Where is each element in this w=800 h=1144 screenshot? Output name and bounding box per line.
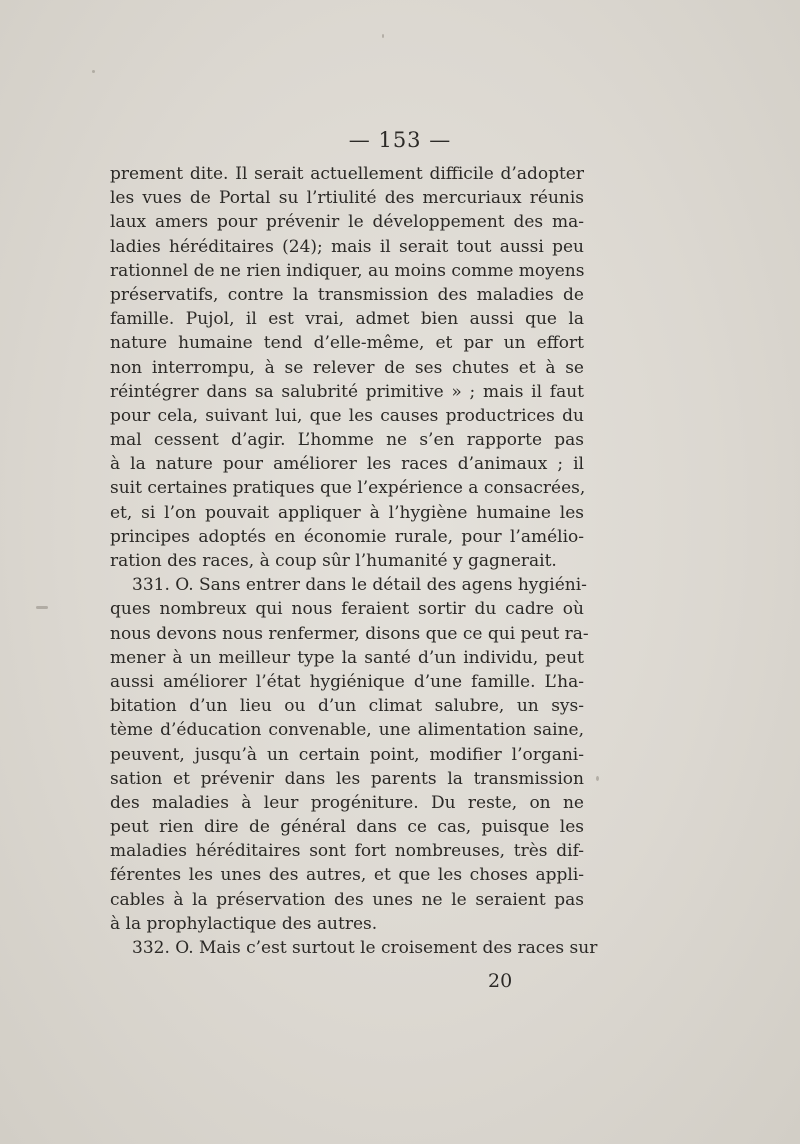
text-line: mal cessent d’agir. L’homme ne s’en rapporte pas (110, 430, 584, 451)
text-line: des maladies à leur progéniture. Du reste, on ne (110, 792, 584, 813)
text-line: bitation d’un lieu ou d’un climat salubre, un sys- (110, 696, 584, 717)
text-line: peuvent, jusqu’à un certain point, modifier l’organi- (110, 744, 584, 765)
text-line: à la prophylactique des autres. (110, 913, 378, 934)
text-line: et, si l’on pouvait appliquer à l’hygiène humaine les (110, 502, 584, 523)
signature-mark: 20 (488, 970, 513, 992)
text-line: maladies héréditaires sont fort nombreuses, très dif- (110, 841, 584, 862)
text-line: non interrompu, à se relever de ses chutes et à se (110, 357, 584, 378)
text-line: rationnel de ne rien indiquer, au moins comme moyens (110, 260, 585, 281)
text-line: laux amers pour prévenir le développement des ma- (110, 212, 584, 233)
text-line: prement dite. Il serait actuellement difficile d’adopter (110, 164, 584, 184)
body-text (110, 162, 598, 960)
paper-speck (36, 606, 48, 609)
text-line: cables à la préservation des unes ne le seraient pas (110, 889, 584, 910)
text-line: nous devons nous renfermer, disons que ce qui peut ra- (110, 623, 589, 644)
text-line: nature humaine tend d’elle-même, et par un effort (110, 333, 584, 354)
paper-speck (596, 776, 599, 781)
text-line: mener à un meilleur type la santé d’un individu, peut (110, 647, 584, 668)
text-line: peut rien dire de général dans ce cas, puisque les (110, 817, 584, 838)
text-line: ration des races, à coup sûr l’humanité y gagnerait. (110, 551, 557, 571)
text-line: suit certaines pratiques que l’expérience a consacrées, (110, 478, 586, 499)
text-line: à la nature pour améliorer les races d’animaux ; il (110, 454, 584, 475)
text-line: tème d’éducation convenable, une alimentation saine, (110, 720, 584, 741)
text-line: principes adoptés en économie rurale, pour l’amélio- (110, 526, 584, 547)
text-line: ques nombreux qui nous feraient sortir du cadre où (110, 599, 584, 620)
text-line: pour cela, suivant lui, que les causes productrices du (110, 405, 584, 426)
text-line: les vues de Portal su l’rtiulité des mercuriaux réunis (110, 188, 584, 209)
text-line: famille. Pujol, il est vrai, admet bien aussi que la (110, 309, 584, 330)
text-line: aussi améliorer l’état hygiénique d’une famille. L’ha- (110, 671, 584, 692)
page-number: — 153 — (348, 128, 452, 152)
paper-speck (382, 34, 384, 38)
text-line: férentes les unes des autres, et que les choses appli- (110, 865, 584, 886)
text-line: préservatifs, contre la transmission des maladies de (110, 284, 584, 305)
text-line: réintégrer dans sa salubrité primitive » ; mais il faut (110, 381, 584, 402)
paper-speck (92, 70, 95, 73)
paragraph-331-start: 331. O. Sans entrer dans le détail des agens hygiéni- (132, 575, 587, 596)
text-line: ladies héréditaires (24); mais il serait tout aussi peu (110, 236, 584, 257)
text-line: sation et prévenir dans les parents la transmission (110, 768, 584, 789)
paragraph-332-start: 332. O. Mais c’est surtout le croisement des races sur (132, 938, 598, 958)
